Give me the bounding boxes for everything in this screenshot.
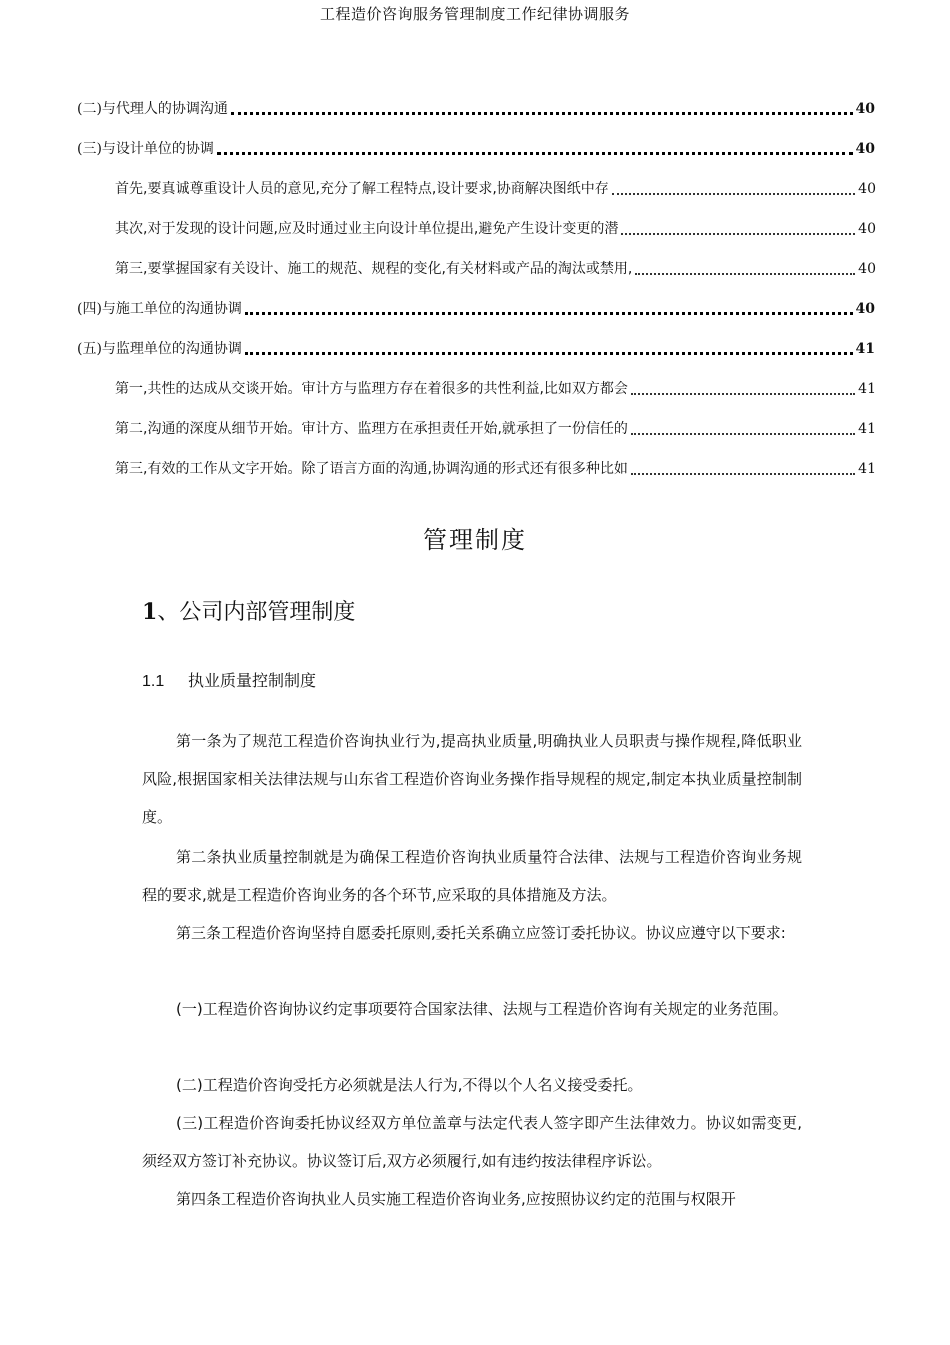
toc-leader-dots [245, 311, 853, 315]
body-paragraph: (二)工程造价咨询受托方必须就是法人行为,不得以个人名义接受委托。 [176, 1076, 643, 1094]
toc-entry[interactable] [115, 258, 876, 280]
toc-entry[interactable] [115, 458, 876, 480]
toc-entry-title: 第二,沟通的深度从细节开始。审计方、监理方在承担责任开始,就承担了一份信任的 [115, 421, 628, 437]
toc-entry[interactable] [77, 298, 875, 320]
toc-entry-page: 40 [858, 181, 876, 197]
toc-entry[interactable] [115, 178, 876, 200]
heading-1-text: 、公司内部管理制度 [157, 600, 356, 625]
toc-leader-dots [621, 232, 855, 235]
toc-leader-dots [231, 111, 853, 115]
toc-entry-title: 第三,要掌握国家有关设计、施工的规范、规程的变化,有关材料或产品的淘汰或禁用, [115, 261, 633, 277]
toc-entry-page: 40 [855, 141, 875, 157]
toc-entry-title: (五)与监理单位的沟通协调 [77, 341, 242, 357]
toc-entry-page: 40 [855, 101, 875, 117]
toc-entry-title: 首先,要真诚尊重设计人员的意见,充分了解工程特点,设计要求,协商解决图纸中存 [115, 181, 609, 197]
toc-entry-title: 第一,共性的达成从交谈开始。审计方与监理方存在着很多的共性利益,比如双方都会 [115, 381, 628, 397]
heading-1-number: 1 [142, 599, 158, 625]
body-paragraph: 第四条工程造价咨询执业人员实施工程造价咨询业务,应按照协议约定的范围与权限开 [176, 1190, 736, 1208]
toc-leader-dots [245, 351, 853, 355]
page-header-title: 工程造价咨询服务管理制度工作纪律协调服务 [319, 5, 630, 23]
toc-leader-dots [631, 472, 855, 475]
toc-leader-dots [217, 151, 853, 155]
toc-entry-page: 41 [855, 341, 875, 357]
toc-entry-title: (四)与施工单位的沟通协调 [77, 301, 242, 317]
toc-entry[interactable] [77, 98, 875, 120]
toc-entry-page: 40 [858, 221, 876, 237]
toc-entry-title: (二)与代理人的协调沟通 [77, 101, 228, 117]
heading-2 [142, 668, 316, 691]
toc-entry-title: 其次,对于发现的设计问题,应及时通过业主向设计单位提出,避免产生设计变更的潜 [115, 221, 619, 237]
toc-entry-page: 40 [858, 261, 876, 277]
toc-leader-dots [631, 392, 855, 395]
heading-1 [142, 595, 355, 626]
toc-entry-title: 第三,有效的工作从文字开始。除了语言方面的沟通,协调沟通的形式还有很多种比如 [115, 461, 628, 477]
toc-entry[interactable] [115, 218, 876, 240]
body-paragraph: 第二条执业质量控制就是为确保工程造价咨询执业质量符合法律、法规与工程造价咨询业务规程的要求,就是工程造价咨询业务的各个环节,应采取的具体措施及方法。 [142, 848, 802, 904]
heading-2-text: 执业质量控制制度 [188, 671, 317, 690]
heading-2-number: 1.1 [142, 673, 165, 690]
toc-leader-dots [612, 192, 855, 195]
body-paragraph: 第三条工程造价咨询坚持自愿委托原则,委托关系确立应签订委托协议。协议应遵守以下要求: [176, 924, 786, 942]
toc-entry-page: 41 [858, 461, 876, 477]
toc-entry-page: 40 [855, 301, 875, 317]
toc-entry-page: 41 [858, 421, 876, 437]
body-paragraph: (一)工程造价咨询协议约定事项要符合国家法律、法规与工程造价咨询有关规定的业务范围。 [176, 1000, 788, 1018]
section-title: 管理制度 [423, 526, 527, 554]
toc-leader-dots [635, 272, 855, 275]
toc-entry-title: (三)与设计单位的协调 [77, 141, 214, 157]
toc-entry[interactable] [77, 338, 875, 360]
toc-leader-dots [631, 432, 855, 435]
toc-entry-page: 41 [858, 381, 876, 397]
toc-entry[interactable] [115, 378, 876, 400]
toc-entry[interactable] [77, 138, 875, 160]
body-paragraph: 第一条为了规范工程造价咨询执业行为,提高执业质量,明确执业人员职责与操作规程,降低职业风险,根据国家相关法律法规与山东省工程造价咨询业务操作指导规程的规定,制定本执业质量控制制度。 [142, 732, 802, 826]
body-paragraph: (三)工程造价咨询委托协议经双方单位盖章与法定代表人签字即产生法律效力。协议如需变更,须经双方签订补充协议。协议签订后,双方必须履行,如有违约按法律程序诉讼。 [142, 1114, 802, 1170]
toc-entry[interactable] [115, 418, 876, 440]
